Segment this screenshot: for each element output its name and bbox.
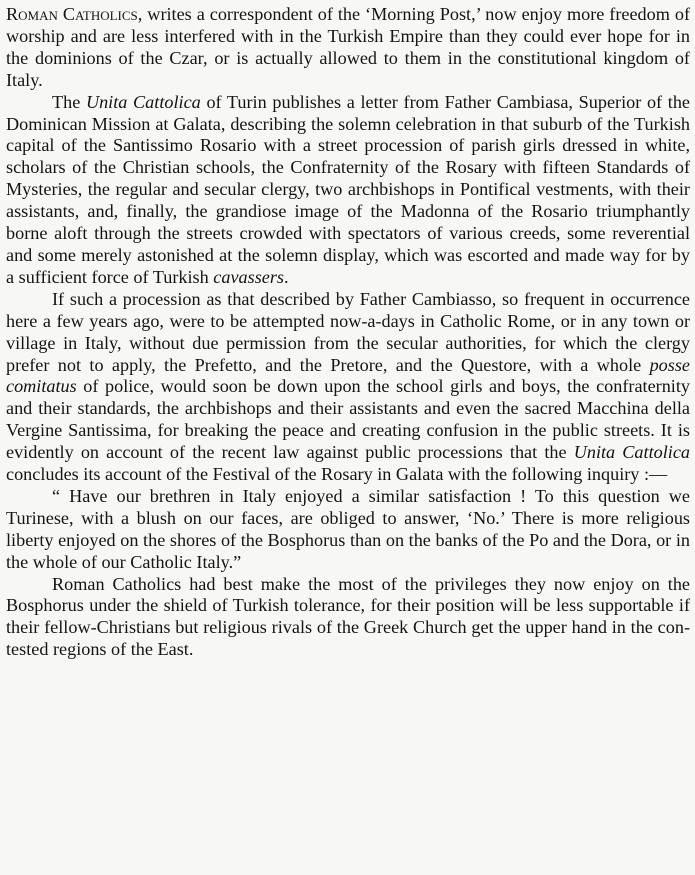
paragraph-1 bbox=[6, 4, 690, 92]
cavassers-italic: cavassers bbox=[213, 266, 284, 287]
article-column bbox=[6, 4, 690, 661]
posse-comitatus-italic: posse comitatus bbox=[6, 354, 690, 397]
paragraph-3-text-c: concludes its account of the Festival of the Rosary in Galata with the following inquiry :— bbox=[6, 464, 668, 485]
quotation-paragraph bbox=[6, 486, 690, 574]
paragraph-3 bbox=[6, 289, 690, 486]
quotation-text: “ Have our brethren in Italy enjoyed a similar satisfaction ! To this question we Turinese, with a blush on our faces, are obliged to answer, ‘No.’ There is more religious liberty enjoyed on the shores of the Bosphorus than on the banks of the Po and the Dora, or in the whole of our Catholic Italy.” bbox=[6, 485, 690, 572]
paragraph-1-text: writes a correspondent of the ‘Morning Post,’ now enjoy more freedom of worship and are less interfered with in the Turkish Empire than they could ever hope for in the dominions of the Czar, or is actually allowed to them in the constitutional kingdom of Italy. bbox=[6, 4, 690, 90]
paragraph-2-text-c: . bbox=[284, 266, 289, 287]
closing-text: Roman Catholics had best make the most of the privileges they now enjoy on the Bosphorus under the shield of Turkish tolerance, for their position will be less supportable if their fellow-Christians but religious rivals of the Greek Church get the upper hand in the contested regions of the East. bbox=[6, 573, 690, 660]
paragraph-3-text-a: If such a procession as that described by Father Cambiasso, so frequent in occurrence here a few years ago, were to be attempted now-a-days in Catholic Rome, or in any town or village in Italy, without due permission from the secular authorities, for which the clergy prefer not to apply, the Prefetto, and the Pretore, and the Questore, with a whole bbox=[6, 288, 690, 375]
paragraph-3-text-b: of police, would soon be down upon the school girls and boys, the confraternity and their standards, the archbishops and their assistants and even the sacred Macchina della Vergine Santissima, for breaking the peace and creating confusion in the public streets. It is evidently on account of the recent law against public processions that the bbox=[6, 376, 690, 463]
newspaper-title-italic-2: Unita Cattolica bbox=[573, 442, 691, 463]
paragraph-2-text-a: The bbox=[52, 91, 86, 112]
closing-paragraph bbox=[6, 574, 690, 662]
paragraph-2-text-b: of Turin publishes a letter from Father Cambiasa, Superior of the Dominican Mission at Galata, describing the solemn celebration in that suburb of the Turkish capital of the Santissimo Rosario with a street procession of parish girls dressed in white, scholars of the Christian schools, the Confraternity of the Rosary with fifteen Standards of Mysteries, the regular and secular clergy, two archbishops in Pontifical vestments, with their assistants, and, finally, the grandiose image of the Madonna of the Rosario triumphantly borne aloft through the streets crowded with spectators of various creeds, some reverential and some merely astonished at the solemn display, which was escorted and made way for by a sufficient force of Turkish bbox=[6, 91, 691, 287]
paragraph-2 bbox=[6, 92, 690, 289]
lead-in-small-caps: Roman Catholics, bbox=[6, 4, 143, 24]
newspaper-title-italic: Unita Cattolica bbox=[85, 91, 201, 112]
